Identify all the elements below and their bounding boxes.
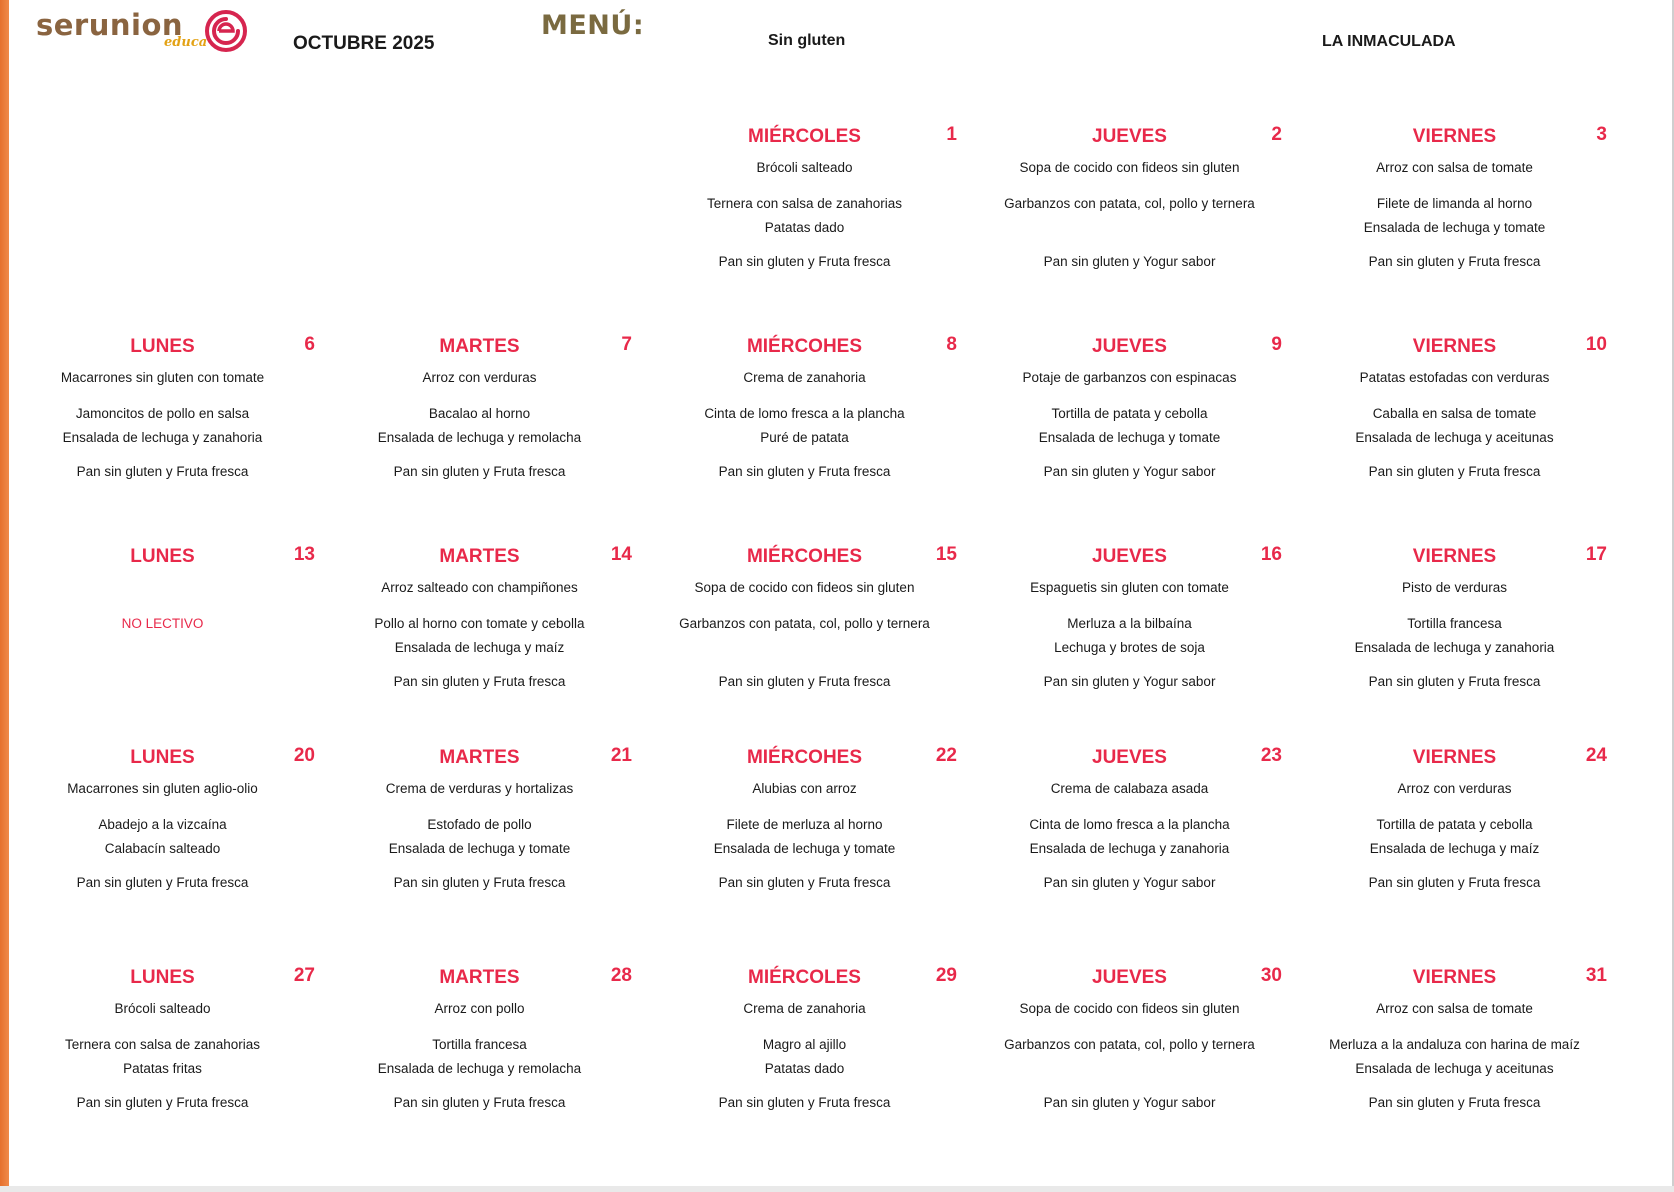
menu-dish: Caballa en salsa de tomate bbox=[1372, 406, 1537, 421]
day-cell bbox=[642, 967, 967, 1157]
menu-dish: Ensalada de lechuga y tomate bbox=[388, 841, 571, 856]
day-name: VIERNES bbox=[1412, 747, 1497, 768]
page-border-bottom bbox=[0, 1186, 1674, 1192]
menu-dish: Filete de merluza al horno bbox=[726, 817, 883, 832]
menu-dish: Ensalada de lechuga y remolacha bbox=[377, 430, 582, 445]
day-cell bbox=[967, 546, 1292, 736]
day-name: MIÉRCOHES bbox=[746, 546, 863, 567]
serunion-logo bbox=[36, 8, 251, 58]
menu-dish: Tortilla de patata y cebolla bbox=[1376, 817, 1533, 832]
menu-dish: Pan sin gluten y Fruta fresca bbox=[718, 1095, 891, 1110]
menu-dish: Arroz salteado con champiñones bbox=[381, 580, 578, 595]
menu-dish: Ensalada de lechuga y zanahoria bbox=[1354, 640, 1555, 655]
day-number: 15 bbox=[935, 544, 957, 565]
menu-dish: Arroz con pollo bbox=[434, 1001, 525, 1016]
menu-dish: Ternera con salsa de zanahorias bbox=[64, 1037, 261, 1052]
day-cell bbox=[642, 126, 967, 316]
menu-dish: Pan sin gluten y Fruta fresca bbox=[393, 464, 566, 479]
menu-dish: Sopa de cocido con fideos sin gluten bbox=[694, 580, 915, 595]
menu-dish: Estofado de pollo bbox=[427, 817, 532, 832]
menu-dish: Jamoncitos de pollo en salsa bbox=[75, 406, 250, 421]
menu-dish: Pan sin gluten y Fruta fresca bbox=[718, 875, 891, 890]
day-name: MIÉRCOLES bbox=[748, 126, 861, 147]
day-name: LUNES bbox=[130, 336, 195, 357]
menu-dish: Alubias con arroz bbox=[752, 781, 857, 796]
menu-dish: Ensalada de lechuga y zanahoria bbox=[62, 430, 263, 445]
day-number: 14 bbox=[610, 544, 632, 565]
menu-dish: Patatas estofadas con verduras bbox=[1359, 370, 1550, 385]
menu-dish: Magro al ajillo bbox=[762, 1037, 847, 1052]
menu-dish: Calabacín salteado bbox=[104, 841, 221, 856]
menu-dish: Pollo al horno con tomate y cebolla bbox=[374, 616, 585, 631]
day-name: JUEVES bbox=[1092, 336, 1167, 357]
menu-dish: Pan sin gluten y Yogur sabor bbox=[1043, 464, 1216, 479]
day-number: 21 bbox=[610, 745, 632, 766]
day-cell bbox=[1292, 967, 1617, 1157]
day-cell bbox=[1292, 336, 1617, 526]
day-cell bbox=[1292, 747, 1617, 937]
day-cell bbox=[967, 747, 1292, 937]
menu-dish: Crema de calabaza asada bbox=[1050, 781, 1209, 796]
menu-dish: Garbanzos con patata, col, pollo y ternera bbox=[1004, 196, 1255, 211]
menu-dish: Patatas dado bbox=[764, 1061, 845, 1076]
day-number: 2 bbox=[1271, 124, 1282, 145]
day-name: MARTES bbox=[439, 336, 520, 357]
day-number: 20 bbox=[293, 745, 315, 766]
menu-dish: Garbanzos con patata, col, pollo y ternera bbox=[679, 616, 930, 631]
menu-dish: Pan sin gluten y Fruta fresca bbox=[1368, 674, 1541, 689]
day-cell bbox=[642, 747, 967, 937]
menu-dish: Puré de patata bbox=[760, 430, 849, 445]
menu-dish: Pan sin gluten y Fruta fresca bbox=[1368, 875, 1541, 890]
menu-dish: Garbanzos con patata, col, pollo y ternera bbox=[1004, 1037, 1255, 1052]
menu-dish: Ternera con salsa de zanahorias bbox=[706, 196, 903, 211]
menu-dish: Merluza a la bilbaína bbox=[1067, 616, 1192, 631]
menu-dish: Arroz con salsa de tomate bbox=[1376, 160, 1533, 175]
day-cell bbox=[317, 336, 642, 526]
day-cell bbox=[0, 747, 325, 937]
day-name: MIÉRCOHES bbox=[746, 336, 863, 357]
day-number: 17 bbox=[1585, 544, 1607, 565]
day-number: 23 bbox=[1260, 745, 1282, 766]
menu-dish: Sopa de cocido con fideos sin gluten bbox=[1019, 160, 1240, 175]
day-number: 31 bbox=[1585, 965, 1607, 986]
menu-dish: Pan sin gluten y Fruta fresca bbox=[76, 875, 249, 890]
day-name: JUEVES bbox=[1092, 546, 1167, 567]
menu-dish: Sopa de cocido con fideos sin gluten bbox=[1019, 1001, 1240, 1016]
day-number: 10 bbox=[1585, 334, 1607, 355]
menu-dish: Pan sin gluten y Fruta fresca bbox=[76, 1095, 249, 1110]
day-name: MARTES bbox=[439, 967, 520, 988]
day-name: JUEVES bbox=[1092, 967, 1167, 988]
menu-dish: Pisto de verduras bbox=[1401, 580, 1508, 595]
logo-subtitle: educa bbox=[164, 35, 208, 50]
menu-dish: Brócoli salteado bbox=[114, 1001, 211, 1016]
day-name: VIERNES bbox=[1412, 336, 1497, 357]
menu-dish: Pan sin gluten y Fruta fresca bbox=[393, 674, 566, 689]
menu-dish: Ensalada de lechuga y remolacha bbox=[377, 1061, 582, 1076]
menu-dish: Brócoli salteado bbox=[756, 160, 853, 175]
day-number: 28 bbox=[610, 965, 632, 986]
school-name: LA INMACULADA bbox=[1322, 33, 1456, 50]
menu-dish: Macarrones sin gluten aglio-olio bbox=[67, 781, 258, 796]
day-name: LUNES bbox=[130, 747, 195, 768]
menu-dish: Pan sin gluten y Yogur sabor bbox=[1043, 1095, 1216, 1110]
day-number: 3 bbox=[1596, 124, 1607, 145]
menu-dish: Ensalada de lechuga y aceitunas bbox=[1355, 430, 1554, 445]
menu-dish: Pan sin gluten y Fruta fresca bbox=[718, 254, 891, 269]
menu-dish: Crema de verduras y hortalizas bbox=[385, 781, 574, 796]
day-cell bbox=[1292, 126, 1617, 316]
menu-dish: Filete de limanda al horno bbox=[1376, 196, 1533, 211]
menu-dish: Arroz con salsa de tomate bbox=[1376, 1001, 1533, 1016]
menu-dish: Ensalada de lechuga y maíz bbox=[1369, 841, 1540, 856]
menu-dish: Ensalada de lechuga y zanahoria bbox=[1029, 841, 1230, 856]
menu-dish: Crema de zanahoria bbox=[743, 370, 866, 385]
day-number: 8 bbox=[946, 334, 957, 355]
menu-dish: Ensalada de lechuga y tomate bbox=[713, 841, 896, 856]
menu-dish: Patatas fritas bbox=[123, 1061, 202, 1076]
menu-dish: Pan sin gluten y Fruta fresca bbox=[718, 464, 891, 479]
no-school-notice: NO LECTIVO bbox=[121, 616, 204, 631]
menu-dish: Pan sin gluten y Fruta fresca bbox=[76, 464, 249, 479]
day-number: 24 bbox=[1585, 745, 1607, 766]
day-name: MARTES bbox=[439, 747, 520, 768]
day-cell bbox=[1292, 546, 1617, 736]
day-cell bbox=[642, 336, 967, 526]
menu-label: MENÚ: bbox=[541, 10, 645, 41]
swirl-icon bbox=[205, 10, 247, 52]
day-name: VIERNES bbox=[1412, 546, 1497, 567]
menu-dish: Pan sin gluten y Fruta fresca bbox=[393, 1095, 566, 1110]
menu-dish: Patatas dado bbox=[764, 220, 845, 235]
menu-dish: Cinta de lomo fresca a la plancha bbox=[704, 406, 905, 421]
menu-dish: Pan sin gluten y Fruta fresca bbox=[1368, 1095, 1541, 1110]
day-number: 13 bbox=[293, 544, 315, 565]
day-name: JUEVES bbox=[1092, 747, 1167, 768]
menu-dish: Lechuga y brotes de soja bbox=[1054, 640, 1205, 655]
day-name: LUNES bbox=[130, 546, 195, 567]
day-cell bbox=[0, 546, 325, 736]
menu-dish: Pan sin gluten y Fruta fresca bbox=[1368, 464, 1541, 479]
menu-dish: Ensalada de lechuga y maíz bbox=[394, 640, 565, 655]
day-cell bbox=[967, 967, 1292, 1157]
day-number: 7 bbox=[621, 334, 632, 355]
day-cell bbox=[642, 546, 967, 736]
menu-dish: Potaje de garbanzos con espinacas bbox=[1022, 370, 1237, 385]
menu-dish: Pan sin gluten y Yogur sabor bbox=[1043, 674, 1216, 689]
menu-dish: Pan sin gluten y Yogur sabor bbox=[1043, 875, 1216, 890]
menu-dish: Pan sin gluten y Fruta fresca bbox=[1368, 254, 1541, 269]
day-name: LUNES bbox=[130, 967, 195, 988]
day-number: 16 bbox=[1260, 544, 1282, 565]
day-cell bbox=[0, 967, 325, 1157]
day-name: JUEVES bbox=[1092, 126, 1167, 147]
menu-dish: Espaguetis sin gluten con tomate bbox=[1030, 580, 1229, 595]
day-number: 30 bbox=[1260, 965, 1282, 986]
day-name: VIERNES bbox=[1412, 126, 1497, 147]
day-cell bbox=[317, 967, 642, 1157]
day-cell bbox=[317, 546, 642, 736]
day-name: MARTES bbox=[439, 546, 520, 567]
menu-dish: Arroz con verduras bbox=[422, 370, 537, 385]
day-number: 27 bbox=[293, 965, 315, 986]
day-name: VIERNES bbox=[1412, 967, 1497, 988]
day-cell bbox=[317, 747, 642, 937]
day-cell bbox=[967, 336, 1292, 526]
menu-dish: Abadejo a la vizcaína bbox=[98, 817, 227, 832]
month-title: OCTUBRE 2025 bbox=[293, 33, 435, 54]
menu-dish: Merluza a la andaluza con harina de maíz bbox=[1329, 1037, 1580, 1052]
day-number: 6 bbox=[304, 334, 315, 355]
menu-dish: Pan sin gluten y Fruta fresca bbox=[393, 875, 566, 890]
day-name: MIÉRCOLES bbox=[748, 967, 861, 988]
day-number: 1 bbox=[946, 124, 957, 145]
logo-wordmark: serunion bbox=[36, 8, 184, 42]
menu-dish: Pan sin gluten y Fruta fresca bbox=[718, 674, 891, 689]
menu-dish: Macarrones sin gluten con tomate bbox=[60, 370, 265, 385]
menu-dish: Tortilla francesa bbox=[432, 1037, 527, 1052]
menu-dish: Bacalao al horno bbox=[428, 406, 531, 421]
day-name: MIÉRCOHES bbox=[746, 747, 863, 768]
menu-dish: Ensalada de lechuga y tomate bbox=[1038, 430, 1221, 445]
menu-type: Sin gluten bbox=[768, 32, 846, 49]
day-number: 29 bbox=[935, 965, 957, 986]
menu-dish: Tortilla de patata y cebolla bbox=[1051, 406, 1208, 421]
menu-dish: Pan sin gluten y Yogur sabor bbox=[1043, 254, 1216, 269]
menu-dish: Ensalada de lechuga y tomate bbox=[1363, 220, 1546, 235]
day-number: 9 bbox=[1271, 334, 1282, 355]
day-number: 22 bbox=[935, 745, 957, 766]
menu-dish: Arroz con verduras bbox=[1397, 781, 1512, 796]
menu-dish: Cinta de lomo fresca a la plancha bbox=[1029, 817, 1230, 832]
menu-dish: Tortilla francesa bbox=[1407, 616, 1502, 631]
day-cell bbox=[967, 126, 1292, 316]
menu-dish: Ensalada de lechuga y aceitunas bbox=[1355, 1061, 1554, 1076]
day-cell bbox=[0, 336, 325, 526]
menu-dish: Crema de zanahoria bbox=[743, 1001, 866, 1016]
